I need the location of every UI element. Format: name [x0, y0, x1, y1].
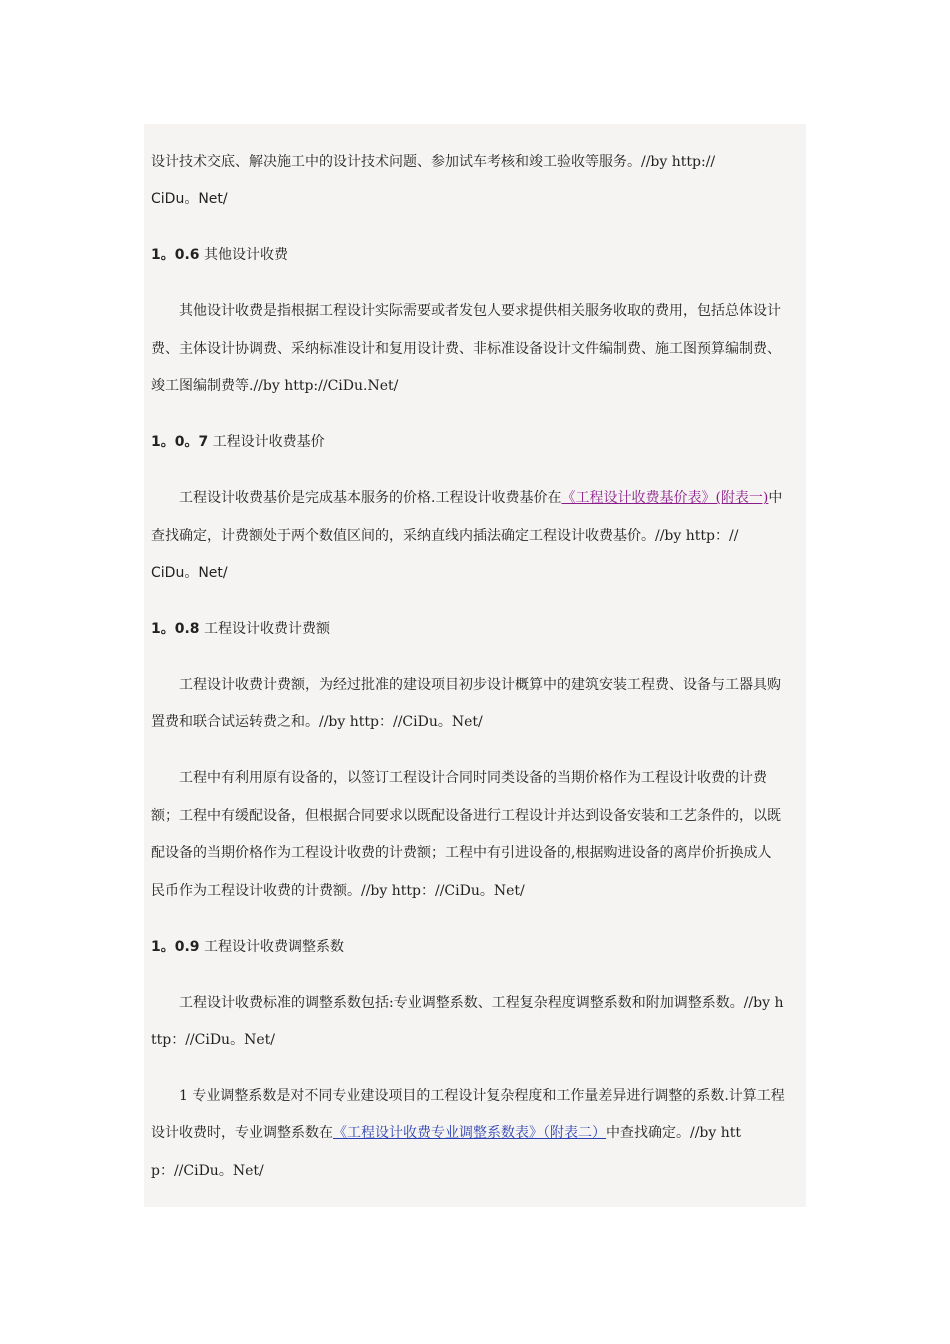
section-title: 工程设计收费计费额 [204, 621, 330, 638]
section-title: 工程设计收费基价 [212, 434, 325, 451]
text-line: CiDu。Net/ [151, 191, 228, 208]
text-line: 其他设计收费是指根据工程设计实际需要或者发包人要求提供相关服务收取的费用，包括总体设计 [179, 303, 781, 320]
coefficient-table-link[interactable]: 《工程设计收费专业调整系数表》（附表二） [333, 1125, 606, 1142]
text-line: 额；工程中有缓配设备，但根据合同要求以既配设备进行工程设计并达到设备安装和工艺条件的，以既 [151, 807, 781, 824]
section-heading-1-0-9 [151, 929, 800, 966]
text-line: 费、主体设计协调费、采纳标准设计和复用设计费、非标准设备设计文件编制费、施工图预算编制费、 [151, 340, 781, 357]
text-line: p：//CiDu。Net/ [151, 1162, 264, 1179]
base-price-table-link[interactable]: 《工程设计收费基价表》(附表一) [561, 490, 769, 507]
section-title: 工程设计收费调整系数 [204, 938, 344, 955]
text-line [151, 480, 800, 517]
text-line: 工程设计收费标准的调整系数包括:专业调整系数、工程复杂程度调整系数和附加调整系数。//by h [179, 994, 784, 1011]
document-body [144, 124, 806, 1207]
text-line: ttp：//CiDu。Net/ [151, 1032, 275, 1049]
paragraph-adjustment [151, 985, 800, 1060]
paragraph-other-fees [151, 293, 800, 405]
section-number: 1。0。7 [151, 434, 209, 451]
text-segment: 工程设计收费基价是完成基本服务的价格.工程设计收费基价在 [179, 490, 562, 507]
section-heading-1-0-6 [151, 237, 800, 274]
text-segment: 中查找确定。//by htt [606, 1125, 742, 1142]
section-heading-1-0-8 [151, 611, 800, 648]
paragraph-fee-basis [151, 667, 800, 742]
text-line [151, 1115, 800, 1152]
text-segment: 中 [768, 490, 783, 507]
text-line: 配设备的当期价格作为工程设计收费的计费额；工程中有引进设备的,根据购进设备的离岸价折换成人 [151, 845, 772, 862]
section-number: 1。0.9 [151, 938, 200, 955]
text-line: 民币作为工程设计收费的计费额。//by http：//CiDu。Net/ [151, 882, 525, 899]
text-line: 工程中有利用原有设备的，以签订工程设计合同时同类设备的当期价格作为工程设计收费的计费 [179, 770, 767, 787]
paragraph-base-price [151, 480, 800, 592]
text-line: 工程设计收费计费额，为经过批准的建设项目初步设计概算中的建筑安装工程费、设备与工器具购 [179, 677, 781, 694]
text-line: 置费和联合试运转费之和。//by http：//CiDu。Net/ [151, 714, 483, 731]
text-line: 设计技术交底、解决施工中的设计技术问题、参加试车考核和竣工验收等服务。//by http:// [151, 154, 716, 170]
text-line: 查找确定，计费额处于两个数值区间的，采纳直线内插法确定工程设计收费基价。//by http：// [151, 527, 739, 544]
paragraph-professional-coefficient [151, 1078, 800, 1190]
text-segment: 设计收费时，专业调整系数在 [151, 1125, 333, 1142]
paragraph-intro [151, 144, 800, 219]
text-line: CiDu。Net/ [151, 565, 228, 582]
section-number: 1。0.8 [151, 621, 200, 638]
section-title: 其他设计收费 [204, 247, 288, 264]
text-line: 1 专业调整系数是对不同专业建设项目的工程设计复杂程度和工作量差异进行调整的系数.计算工程 [179, 1088, 785, 1105]
section-heading-1-0-7 [151, 424, 800, 461]
text-line: 竣工图编制费等.//by http://CiDu.Net/ [151, 378, 399, 395]
section-number: 1。0.6 [151, 247, 200, 264]
paragraph-equipment [151, 760, 800, 910]
